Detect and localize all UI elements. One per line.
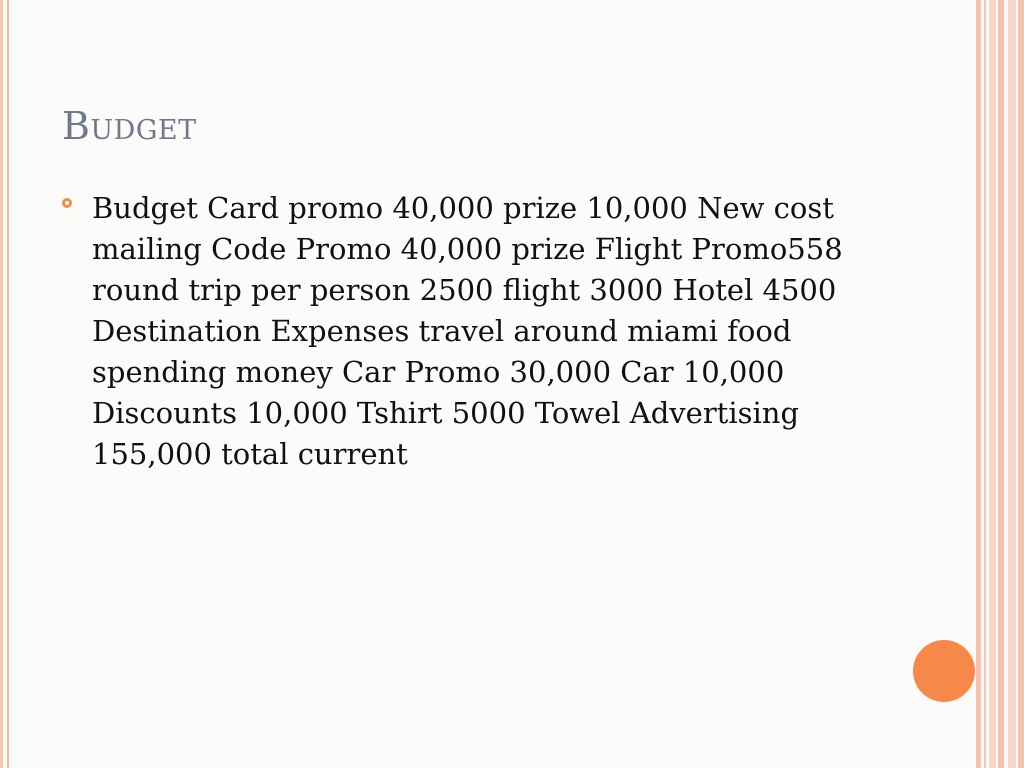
right-stripe bbox=[984, 0, 986, 768]
right-stripe bbox=[1008, 0, 1016, 768]
bullet-item bbox=[62, 188, 862, 475]
slide-title: Budget bbox=[62, 104, 197, 148]
decorative-orange-circle bbox=[913, 640, 975, 702]
left-border-line bbox=[0, 0, 3, 768]
right-stripe bbox=[989, 0, 996, 768]
right-stripe bbox=[1018, 0, 1024, 768]
bullet-text: Budget Card promo 40,000 prize 10,000 New cost mailing Code Promo 40,000 prize Flight Promo558 round trip per person 2500 flight 3000 Hotel 4500 Destination Expenses travel around miami food spending money Car Promo 30,000 Car 10,000 Discounts 10,000 Tshirt 5000 Towel Advertising 155,000 total current bbox=[92, 191, 843, 471]
left-border-line bbox=[7, 0, 9, 768]
bullet-list bbox=[62, 188, 862, 475]
bullet-circle-icon bbox=[62, 198, 72, 208]
right-stripe bbox=[998, 0, 1004, 768]
right-stripe bbox=[976, 0, 981, 768]
